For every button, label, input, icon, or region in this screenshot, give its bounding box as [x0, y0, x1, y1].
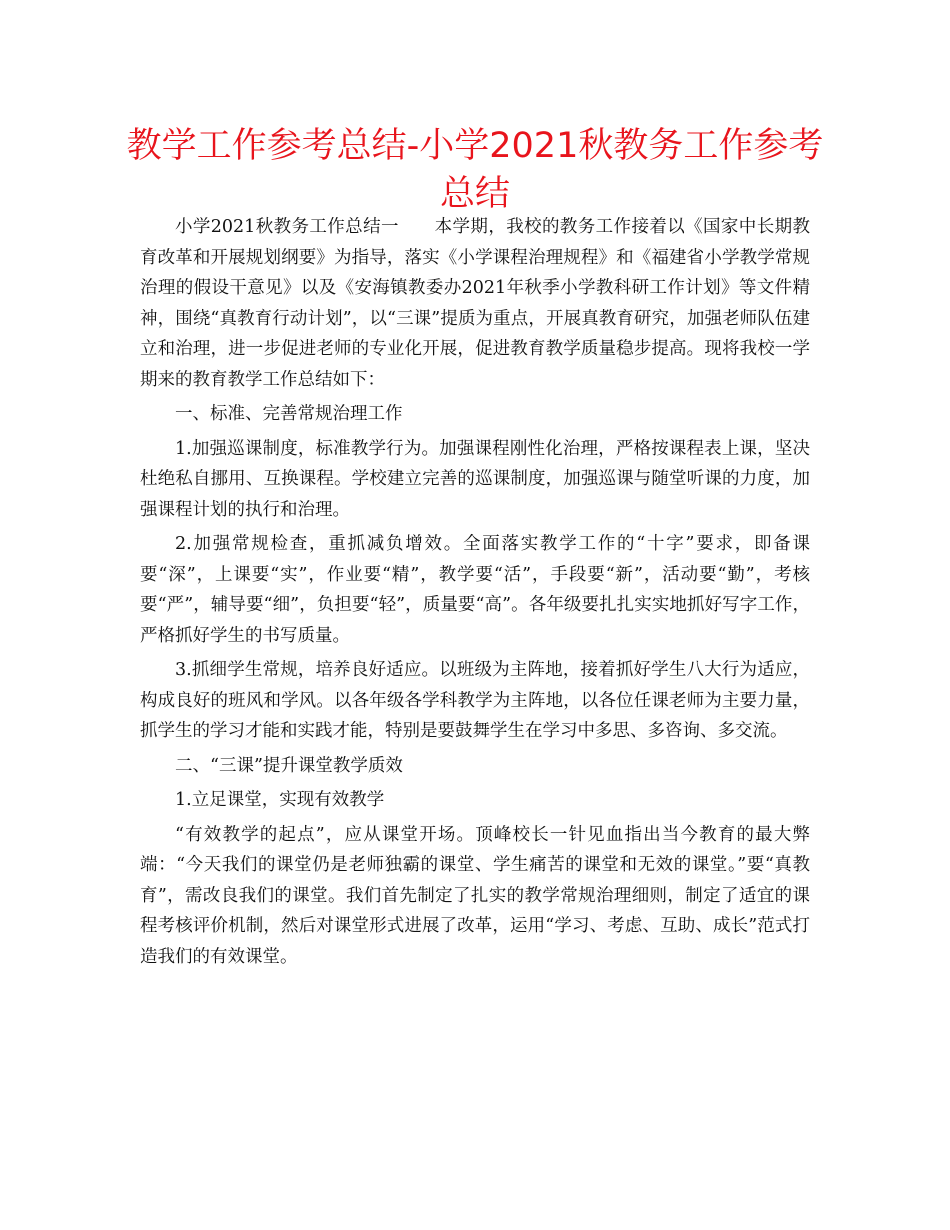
document-title: 教学工作参考总结-小学2021秋教务工作参考总结	[126, 126, 824, 214]
paragraph-item-3: 3.抓细学生常规，培养良好适应。以班级为主阵地，接着抓好学生八大行为适应，构成良好的班风和学风。以各年级各学科教学为主阵地，以各位任课老师为主要力量，抓学生的学习才能和实践才能，特别是要鼓舞学生在学习中多思、多咨询、多交流。	[140, 660, 810, 741]
paragraph-item-1: 1.加强巡课制度，标准教学行为。加强课程刚性化治理，严格按课程表上课，坚决杜绝私自挪用、互换课程。学校建立完善的巡课制度，加强巡课与随堂听课的力度，加强课程计划的执行和治理。	[140, 438, 810, 520]
document-body	[140, 212, 810, 976]
subsection-heading-1: 1.立足课堂，实现有效教学	[175, 790, 385, 810]
section-heading-2: 二、“三课”提升课堂教学质效	[175, 755, 403, 776]
paragraph-effective-teaching: “有效教学的起点”，应从课堂开场。顶峰校长一针见血指出当今教育的最大弊端：“今天我们的课堂仍是老师独霸的课堂、学生痛苦的课堂和无效的课堂。”要“真教育”，需改良我们的课堂。我们首先制定了扎实的教学常规治理细则，制定了适宜的课程考核评价机制，然后对课堂形式进展了改革，运用“学习、考虑、互助、成长”范式打造我们的有效课堂。	[140, 824, 810, 967]
paragraph-intro: 小学2021秋教务工作总结一 本学期，我校的教务工作接着以《国家中长期教育改革和开展规划纲要》为指导，落实《小学课程治理规程》和《福建省小学教学常规治理的假设干意见》以及《安海镇教委办2021年秋季小学教科研工作计划》等文件精神，围绕“真教育行动计划”，以“三课”提质为重点，开展真教育研究，加强老师队伍建立和治理，进一步促进老师的专业化开展，促进教育教学质量稳步提高。现将我校一学期来的教育教学工作总结如下：	[140, 217, 810, 390]
paragraph-item-2: 2.加强常规检查，重抓减负增效。全面落实教学工作的“十字”要求，即备课要“深”，上课要“实”，作业要“精”，教学要“活”，手段要“新”，活动要“勤”，考核要“严”，辅导要“细”，负担要“轻”，质量要“高”。各年级要扎扎实实地抓好写字工作，严格抓好学生的书写质量。	[140, 534, 810, 646]
section-heading-1: 一、标准、完善常规治理工作	[175, 404, 403, 424]
